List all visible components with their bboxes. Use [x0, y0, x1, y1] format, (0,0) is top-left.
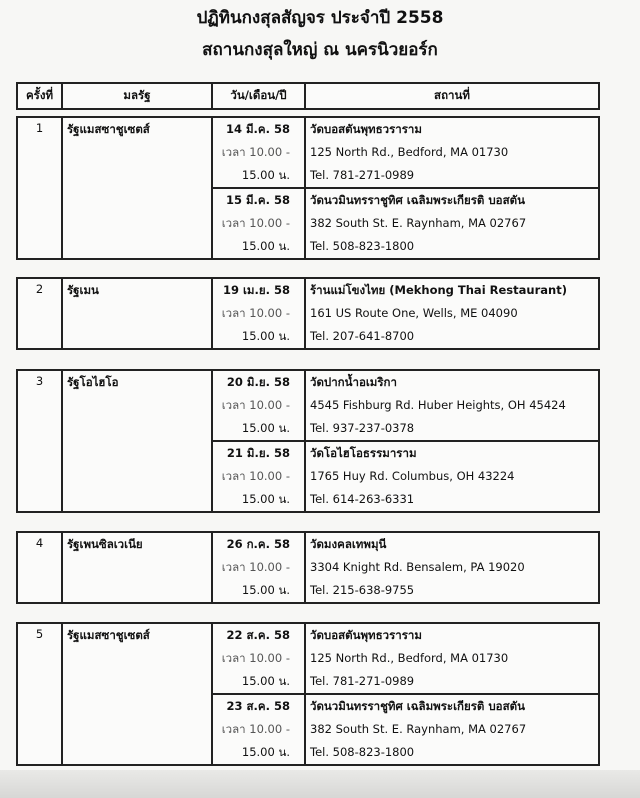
event-state: รัฐโอไฮโอ — [62, 370, 212, 512]
page-footer-fade — [0, 770, 640, 798]
visit-address: 1765 Huy Rd. Columbus, OH 43224 — [310, 469, 515, 483]
event-number: 2 — [17, 278, 62, 349]
visit-place-cell — [305, 370, 599, 441]
visit-place: ร้านแม่โขงไทย (Mekhong Thai Restaurant) — [310, 283, 567, 297]
visit-place-cell — [305, 188, 599, 259]
page-title: ปฏิทินกงสุลสัญจร ประจำปี 2558 — [196, 8, 444, 28]
visit-tel: Tel. 508-823-1800 — [310, 745, 415, 759]
visit-place-cell — [305, 441, 599, 512]
event-state: รัฐแมสซาชูเซตส์ — [62, 117, 212, 259]
visit-tel: Tel. 207-641-8700 — [310, 329, 415, 343]
event-table — [16, 369, 600, 513]
visit-time-start: เวลา 10.00 - — [221, 145, 290, 159]
visit-date: 21 มิ.ย. 58 — [226, 446, 290, 460]
event-table — [16, 277, 600, 350]
visit-time-start: เวลา 10.00 - — [221, 560, 290, 574]
event-number: 3 — [17, 370, 62, 512]
visit-place: วัดบอสตันพุทธวราราม — [310, 122, 422, 136]
event-table — [16, 116, 600, 260]
visit-tel: Tel. 937-237-0378 — [310, 421, 415, 435]
visit-date: 22 ส.ค. 58 — [226, 628, 290, 642]
visit-time-end: 15.00 น. — [241, 674, 290, 688]
visit-place: วัดโอไฮโอธรรมาราม — [310, 446, 417, 460]
visit-date-cell — [212, 623, 305, 694]
visit-address: 4545 Fishburg Rd. Huber Heights, OH 45424 — [310, 398, 566, 412]
visit-place-cell — [305, 694, 599, 765]
visit-time-end: 15.00 น. — [241, 492, 290, 506]
event-table — [16, 531, 600, 604]
visit-place: วัดบอสตันพุทธวราราม — [310, 628, 422, 642]
visit-time-start: เวลา 10.00 - — [221, 306, 290, 320]
visit-place: วัดนวมินทรราชูทิศ เฉลิมพระเกียรติ บอสตัน — [310, 193, 525, 207]
visit-place: วัดมงคลเทพมุนี — [310, 537, 387, 551]
visit-time-end: 15.00 น. — [241, 329, 290, 343]
visit-time-end: 15.00 น. — [241, 239, 290, 253]
event-state: รัฐเมน — [62, 278, 212, 349]
visit-date: 23 ส.ค. 58 — [226, 699, 290, 713]
event-state: รัฐแมสซาชูเซตส์ — [62, 623, 212, 765]
visit-date: 26 ก.ค. 58 — [226, 537, 290, 551]
visit-place: วัดนวมินทรราชูทิศ เฉลิมพระเกียรติ บอสตัน — [310, 699, 525, 713]
visit-place-cell — [305, 278, 599, 349]
visit-address: 3304 Knight Rd. Bensalem, PA 19020 — [310, 560, 525, 574]
visit-date: 14 มี.ค. 58 — [225, 122, 290, 136]
visit-time-start: เวลา 10.00 - — [221, 398, 290, 412]
visit-tel: Tel. 508-823-1800 — [310, 239, 415, 253]
visit-date-cell — [212, 188, 305, 259]
visit-place-cell — [305, 623, 599, 694]
visit-tel: Tel. 781-271-0989 — [310, 674, 415, 688]
visit-date-cell — [212, 532, 305, 603]
visit-tel: Tel. 781-271-0989 — [310, 168, 415, 182]
visit-tel: Tel. 614-263-6331 — [310, 492, 415, 506]
visit-address: 382 South St. E. Raynham, MA 02767 — [310, 216, 527, 230]
visit-place-cell — [305, 117, 599, 188]
visit-date-cell — [212, 117, 305, 188]
visit-date: 19 เม.ย. 58 — [222, 283, 290, 297]
visit-time-end: 15.00 น. — [241, 168, 290, 182]
visit-date-cell — [212, 441, 305, 512]
visit-date: 15 มี.ค. 58 — [225, 193, 290, 207]
header-no: ครั้งที่ — [17, 83, 62, 109]
visit-time-start: เวลา 10.00 - — [221, 216, 290, 230]
event-number: 1 — [17, 117, 62, 259]
visit-address: 125 North Rd., Bedford, MA 01730 — [310, 145, 509, 159]
event-number: 4 — [17, 532, 62, 603]
event-table — [16, 622, 600, 766]
event-number: 5 — [17, 623, 62, 765]
visit-place-cell — [305, 532, 599, 603]
visit-time-end: 15.00 น. — [241, 583, 290, 597]
visit-date: 20 มิ.ย. 58 — [226, 375, 290, 389]
visit-place: วัดปากน้ำอเมริกา — [310, 375, 397, 389]
visit-date-cell — [212, 278, 305, 349]
visit-address: 125 North Rd., Bedford, MA 01730 — [310, 651, 509, 665]
header-table — [16, 82, 600, 110]
page-subtitle: สถานกงสุลใหญ่ ณ นครนิวยอร์ก — [202, 40, 438, 60]
header-date: วัน/เดือน/ปี — [212, 83, 305, 109]
visit-address: 161 US Route One, Wells, ME 04090 — [310, 306, 518, 320]
visit-date-cell — [212, 370, 305, 441]
header-state: มลรัฐ — [62, 83, 212, 109]
visit-time-end: 15.00 น. — [241, 745, 290, 759]
visit-time-end: 15.00 น. — [241, 421, 290, 435]
event-state: รัฐเพนซิลเวเนีย — [62, 532, 212, 603]
visit-time-start: เวลา 10.00 - — [221, 651, 290, 665]
header-place: สถานที่ — [305, 83, 599, 109]
visit-tel: Tel. 215-638-9755 — [310, 583, 415, 597]
visit-time-start: เวลา 10.00 - — [221, 722, 290, 736]
visit-date-cell — [212, 694, 305, 765]
visit-time-start: เวลา 10.00 - — [221, 469, 290, 483]
visit-address: 382 South St. E. Raynham, MA 02767 — [310, 722, 527, 736]
